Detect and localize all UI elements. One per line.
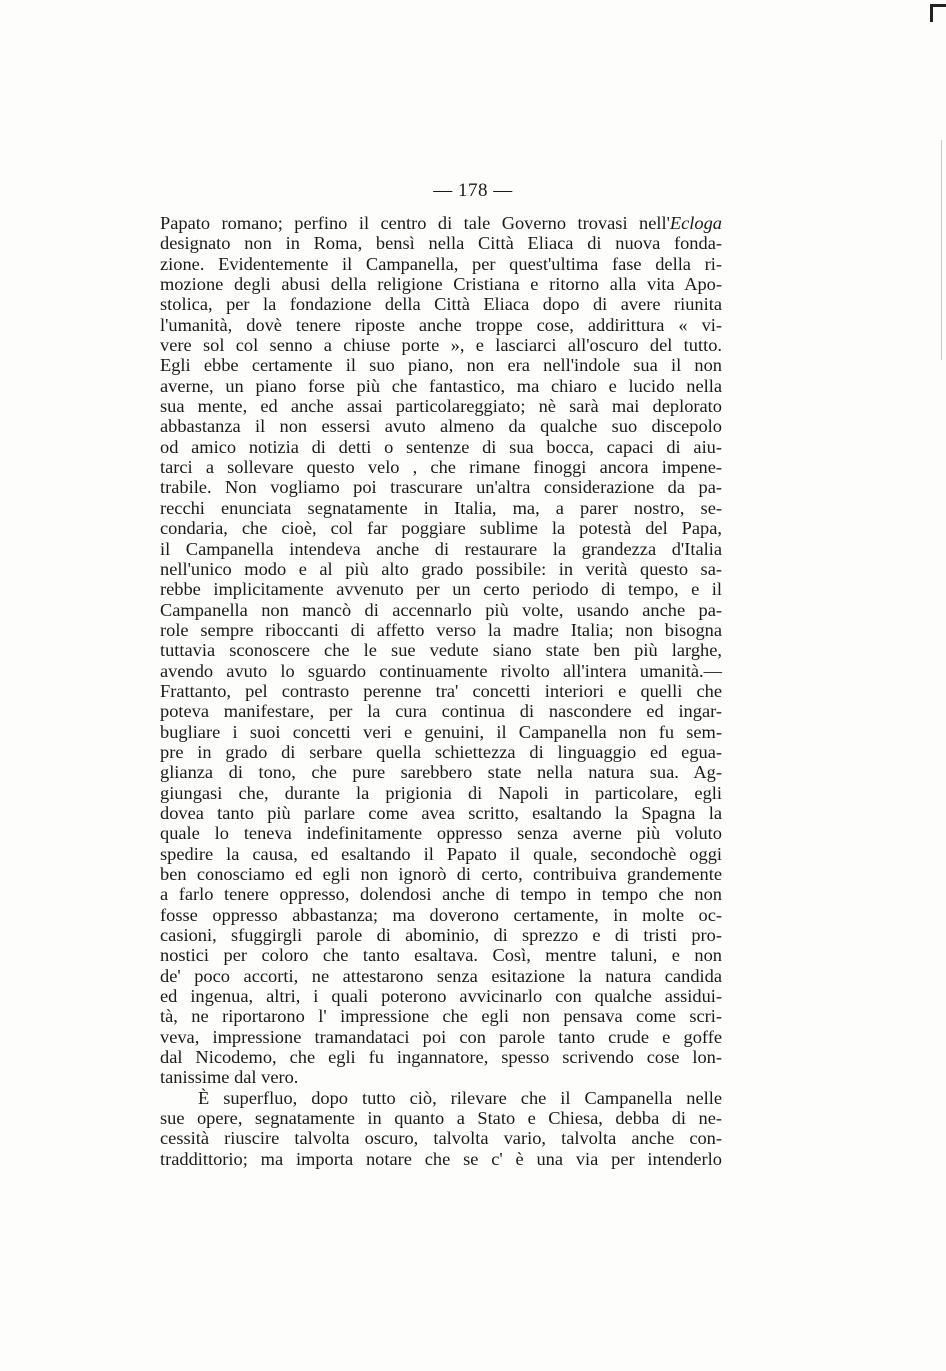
page-number: — 178 — — [433, 180, 513, 201]
text-line: sue opere, segnatamente in quanto a Stato e Chiesa, debba di ne- — [160, 1108, 722, 1129]
text-line: zione. Evidentemente il Campanella, per quest'ultima fase della ri- — [160, 253, 722, 274]
text-line: abbastanza il non essersi avuto almeno da qualche suo discepolo — [160, 416, 722, 437]
text-line-head: Papato romano; perfino il centro di tale Governo trovasi nell'Ecloga — [160, 213, 722, 233]
text-line: stolica, per la fondazione della Città Eliaca dopo di avere riunita — [160, 294, 722, 315]
text-line: fosse oppresso abbastanza; ma doverono certamente, in molte oc- — [160, 904, 722, 925]
text-line: Egli ebbe certamente il suo piano, non era nell'indole sua il non — [160, 355, 722, 376]
text-line: role sempre riboccanti di affetto verso la madre Italia; non bisogna — [160, 619, 722, 640]
text-line: glianza di tono, che pure sarebbero state nella natura sua. Ag- — [160, 762, 722, 783]
body-text — [160, 213, 722, 1169]
text-line: de' poco accorti, ne attestarono senza esitazione la natura candida — [160, 965, 722, 986]
text-line: il Campanella intendeva anche di restaurare la grandezza d'Italia — [160, 538, 722, 559]
text-line: ben conosciamo ed egli non ignorò di certo, contribuiva grandemente — [160, 864, 722, 884]
text-line: bugliare i suoi concetti veri e genuini, il Campanella non fu sem- — [160, 721, 722, 742]
text-line: condaria, che cioè, col far poggiare sublime la potestà del Papa, — [160, 518, 722, 539]
text-line: spedire la causa, ed esaltando il Papato il quale, secondochè oggi — [160, 843, 722, 864]
text-line: mozione degli abusi della religione Cristiana e ritorno alla vita Apo- — [160, 274, 722, 295]
text-line: nostici per coloro che tanto esaltava. Così, mentre taluni, e non — [160, 945, 722, 966]
text-line: l'umanità, dovè tenere riposte anche troppe cose, addirittura « vi- — [160, 314, 722, 335]
text-line: tuttavia sconoscere che le sue vedute siano state ben più larghe, — [160, 640, 722, 661]
text-line: trabile. Non vogliamo poi trascurare un'altra considerazione da pa- — [160, 477, 722, 498]
text-line: quale lo teneva indefinitamente oppresso senza averne più voluto — [160, 823, 722, 844]
text-line: nell'unico modo e al più alto grado possibile: in verità questo sa- — [160, 558, 722, 579]
text-line: È superfluo, dopo tutto ciò, rilevare che il Campanella nelle — [198, 1087, 722, 1108]
text-line: Frattanto, pel contrasto perenne tra' concetti interiori e quelli che — [160, 680, 722, 701]
text-line: Campanella non mancò di accennarlo più volte, usando anche pa- — [160, 599, 722, 620]
text-line: sua mente, ed anche assai particolareggiato; nè sarà mai deplorato — [160, 396, 722, 417]
text-line: traddittorio; ma importa notare che se c' è una via per intenderlo — [160, 1148, 722, 1169]
text-line: cessità riuscire talvolta oscuro, talvolta vario, talvolta anche con- — [160, 1128, 722, 1149]
text-line: a farlo tenere oppresso, dolendosi anche di tempo in tempo che non — [160, 884, 722, 905]
text-line: recchi enunciata segnatamente in Italia, ma, a parer nostro, se- — [160, 497, 722, 518]
text-line: poteva manifestare, per la cura continua di nascondere ed ingar- — [160, 701, 722, 722]
corner-mark-stem — [930, 4, 933, 22]
text-line: ed ingenua, altri, i quali poterono avvicinarlo con qualche assidui- — [160, 986, 722, 1007]
text-line: od amico notizia di detti o sentenze di sua bocca, capaci di aiu- — [160, 436, 722, 457]
text-line: vere sol col senno a chiuse porte », e lasciarci all'oscuro del tutto. — [160, 335, 722, 356]
text-line: avendo avuto lo sguardo continuamente rivolto all'intera umanità.— — [160, 660, 722, 681]
text-line: averne, un piano forse più che fantastico, ma chiaro e lucido nella — [160, 375, 722, 396]
text-line: pre in grado di serbare quella schiettezza di linguaggio ed egua- — [160, 741, 722, 762]
text-line: tà, ne riportarono l' impressione che egli non pensava come scri- — [160, 1006, 722, 1027]
page-edge — [941, 140, 942, 360]
text-line: giungasi che, durante la prigionia di Napoli in particolare, egli — [160, 782, 722, 803]
text-line: tanissime dal vero. — [160, 1067, 299, 1088]
text-line: rebbe implicitamente avvenuto per un certo periodo di tempo, e il — [160, 579, 722, 600]
text-line: dal Nicodemo, che egli fu ingannatore, spesso scrivendo cose lon- — [160, 1047, 722, 1068]
text-line: veva, impressione tramandataci poi con parole tanto crude e goffe — [160, 1026, 722, 1047]
text-line: dovea tanto più parlare come avea scritto, esaltando la Spagna la — [160, 802, 722, 823]
corner-mark — [924, 0, 946, 26]
text-line — [160, 213, 722, 233]
text-line: casioni, sfuggirgli parole di abominio, di sprezzo e di tristi pro- — [160, 925, 722, 946]
text-line: designato non in Roma, bensì nella Città Eliaca di nuova fonda- — [160, 233, 722, 254]
text-line: tarci a sollevare questo velo , che rimane finoggi ancora impene- — [160, 457, 722, 478]
